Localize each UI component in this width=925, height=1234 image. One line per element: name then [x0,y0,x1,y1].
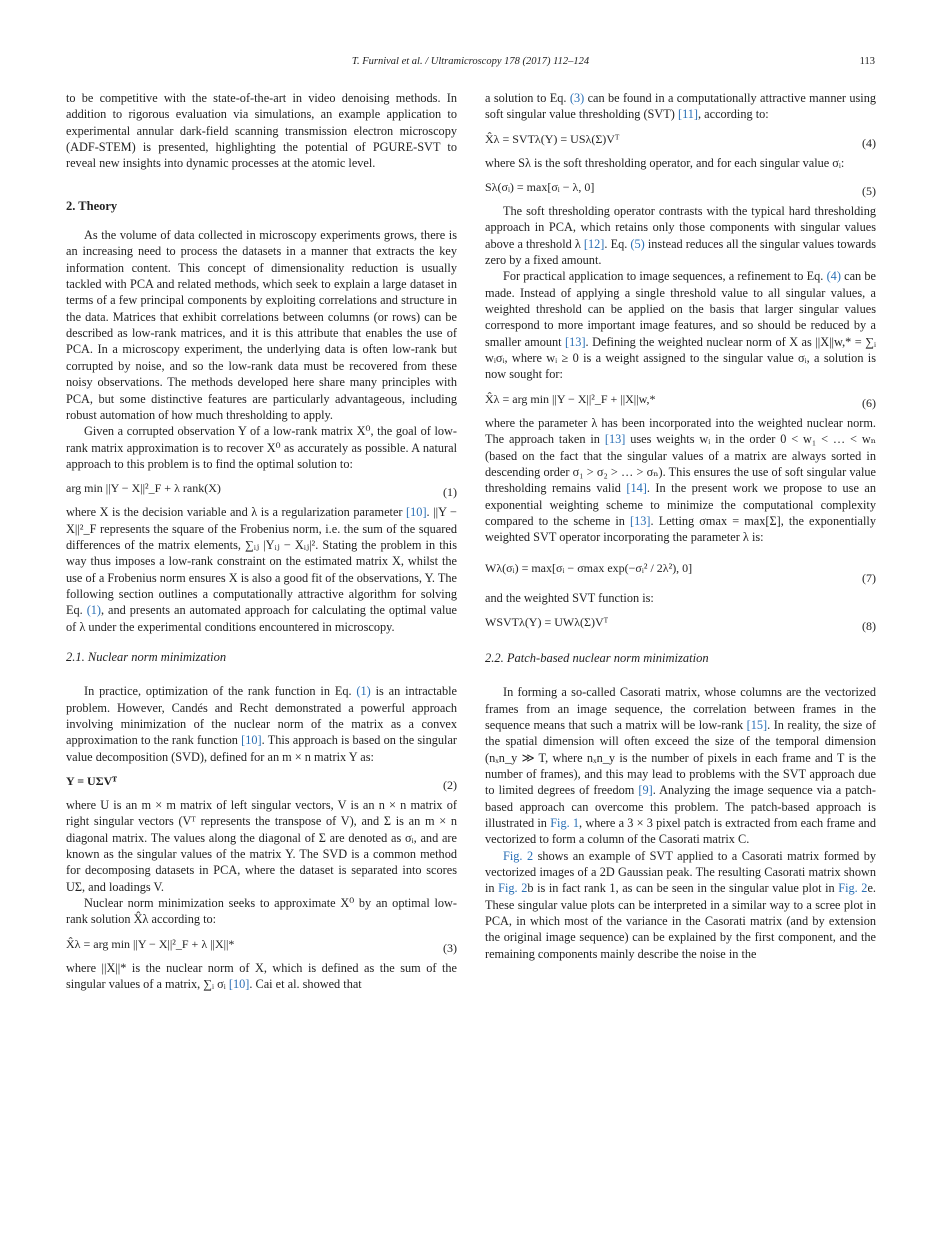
citation-link[interactable]: [11] [677,107,698,122]
nuclear-paragraph-2: where U is an m × m matrix of left singular vectors, V is an n × n matrix of right singular vectors (Vᵀ represents the transpose of V), and Σ is an m × n diagonal matrix. The values along the diagonal of Σ are denoted as σᵢ, and are known as the singular values of the matrix Y. The SVD is a common method for decomposing datasets in PCA, where the dataset is separated into scores UΣ, and loadings V. [66,798,457,894]
equation-3 [66,932,457,956]
equation-link[interactable]: (5) [630,236,645,251]
page-header [66,56,875,72]
equation-5-body: Sλ(σᵢ) = max[σᵢ − λ, 0] [485,180,595,195]
text-run: where X is the decision variable and λ is a regularization parameter [66,505,403,520]
equation-2-body: Y = UΣVᵀ [66,774,117,789]
text-run: uses weights wᵢ in the order 0 < w₁ < … < wₙ (based on the fact that the singular values of a matrix are always sorted in descending order σ₁ > σ₂ > … > σₙ). This ensures the use of soft singular value thresholding remains valid [485,432,877,496]
text-run: where ||X||* is the nuclear norm of X, which is defined as the sum of the singular values of a matrix, ∑ᵢ σᵢ [66,960,457,992]
equation-link[interactable]: (1) [356,684,371,699]
text-run: The soft thresholding operator contrasts with the typical hard thresholding approach in PCA, which retains only those components with singular values above a threshold λ [485,204,876,251]
equation-8 [485,610,876,634]
nuclear-paragraph-1 [66,683,457,765]
equation-5 [485,175,876,199]
theory-paragraph-2: Given a corrupted observation Y of a low-rank matrix X⁰, the goal of low-rank matrix approximation is to recover X⁰ as accurately as possible. A natural approach to this problem is to find the optimal solution to: [66,424,457,471]
text-run: . Defining the weighted nuclear norm of X as ||X||w,* = ∑ᵢ wᵢσᵢ, where wᵢ ≥ 0 is a weight assigned to the singular value σᵢ, a solution is now sought for: [485,334,876,382]
intro-paragraph-end: to be competitive with the state-of-the-art in video denoising methods. In addition to rigorous evaluation via simulations, an example application to experimental annular dark-field scanning transmission electron microscopy (ADF-STEM) is presented, highlighting the potential of PGURE-SVT to reveal new insights into dynamic processes at the atomic level. [66,91,457,171]
section-title-theory: 2. Theory [66,198,118,213]
citation-link[interactable]: [14] [626,481,647,496]
citation-link[interactable]: [9] [638,783,653,798]
figure-link[interactable]: Fig. 2 [838,881,868,896]
equation-6 [485,387,876,411]
text-run: For practical application to image sequences, a refinement to Eq. [503,269,824,284]
subsection-title-patch-based: 2.2. Patch-based nuclear norm minimization [485,650,709,665]
theory-paragraph-3 [66,504,457,635]
page-number: 113 [859,56,875,67]
text-run: where the parameter λ has been incorporated into the weighted nuclear norm. The approach taken in [485,415,876,447]
text-run: a solution to Eq. [485,91,567,105]
citation-link[interactable]: [13] [565,334,586,349]
citation-link[interactable]: [15] [746,717,768,732]
text-run: , according to: [698,107,769,122]
subsection-title-nuclear-norm: 2.1. Nuclear norm minimization [66,649,227,664]
left-column [66,90,457,992]
nuclear-paragraph-3: Nuclear norm minimization seeks to approximate X⁰ by an optimal low-rank solution X̂λ according to: [66,896,457,927]
text-run: can be found in a computationally attractive manner using soft singular value thresholding (SVT) [485,91,877,122]
equation-link[interactable]: (4) [826,269,841,284]
equation-6-number: (6) [862,395,876,410]
citation-link[interactable]: [10] [228,977,250,992]
text-run: . Analyzing the image sequence via a patch-based approach can overcome this problem. The patch-based approach is illustrated in [485,783,876,830]
running-title: T. Furnival et al. / Ultramicroscopy 178 (2017) 112–124 [351,56,590,67]
citation-link[interactable]: [13] [604,432,626,447]
text-run: . This approach is based on the singular value decomposition (SVD), defined for an m × n matrix Y as: [66,733,457,764]
equation-link[interactable]: (3) [569,91,585,105]
text-run: is an intractable problem. However, Candés and Recht demonstrated a powerful approach involving minimization of the nuclear norm of the matrix as a convex approximation to the rank function [66,684,458,748]
svt-paragraph-2: where Sλ is the soft thresholding operator, and for each singular value σᵢ: [485,155,845,170]
text-run: . Eq. [604,236,628,251]
equation-4-number: (4) [862,135,876,150]
equation-4-body: X̂λ = SVTλ(Y) = USλ(Σ)Vᵀ [485,131,620,146]
text-run: , and presents an automated approach for calculating the optimal value of λ under the experimental conditions encountered in microscopy. [66,603,457,634]
svt-paragraph-1 [485,90,876,123]
svt-paragraph-3 [485,203,876,268]
text-run: . Cai et al. showed that [249,977,362,992]
text-run: can be made. Instead of applying a single threshold value to all singular values, a weighted threshold can be applied on the basis that larger singular values correspond to more important image features, and so should be reduced by a smaller amount [485,269,876,349]
text-run: b is in fact rank 1, as can be seen in the singular value plot in [527,881,835,896]
equation-1-body: arg min ||Y − X||²_F + λ rank(X) [66,481,221,496]
equation-1 [66,476,457,500]
svt-paragraph-6: and the weighted SVT function is: [485,590,654,605]
equation-link[interactable]: (1) [86,603,102,618]
equation-2-number: (2) [443,778,457,793]
citation-link[interactable]: [13] [630,513,651,528]
text-run: In practice, optimization of the rank function in Eq. [84,684,352,699]
svt-paragraph-4 [485,268,876,382]
equation-8-number: (8) [862,618,876,633]
right-column [485,90,876,962]
equation-3-body: X̂λ = arg min ||Y − X||²_F + λ ||X||* [66,936,235,951]
figure-link[interactable]: Fig. 1 [550,816,580,830]
text-run: instead reduces all the singular values towards zero by a fixed amount. [485,236,877,268]
equation-2 [66,769,457,793]
equation-1-number: (1) [443,485,457,500]
equation-4 [485,127,876,151]
figure-link[interactable]: Fig. 2 [498,881,528,896]
citation-link[interactable]: [10] [406,505,427,520]
text-run: shows an example of SVT applied to a Casorati matrix formed by vectorized images of a 2D Gaussian peak. The resulting Casorati matrix shown in [485,848,876,896]
svt-paragraph-5 [485,415,876,546]
text-run: . In the present work we propose to use an exponential weighting scheme to minimize the computational complexity compared to the scheme in [485,481,876,528]
citation-link[interactable]: [12] [583,236,605,251]
equation-3-number: (3) [443,940,457,955]
text-run: . In reality, the size of the spatial dimension will often exceed the size of the temporal dimension (nₓn_y ≫ T, where nₓn_y is the number of pixels in each frame and T is the number of frames), and this may lead to problems with the SVT approach due to limited degrees of freedom [485,717,876,798]
equation-7 [485,550,876,586]
equation-7-number: (7) [862,570,876,585]
equation-6-body: X̂λ = arg min ||Y − X||²_F + ||X||w,* [485,391,656,406]
equation-7-body: Wλ(σᵢ) = max[σᵢ − σmax exp(−σᵢ² / 2λ²), 0] [485,560,693,575]
patch-paragraph-2 [485,848,876,962]
text-run: , where a 3 × 3 pixel patch is extracted from each frame and vectorized to form a column of the Casorati matrix C. [485,816,876,847]
equation-8-body: WSVTλ(Y) = UWλ(Σ)Vᵀ [485,614,609,629]
citation-link[interactable]: [10] [241,733,262,748]
figure-link[interactable]: Fig. 2 [503,848,534,863]
text-run: . ||Y − X||²_F represents the square of the Frobenius norm, i.e. the sum of the squared differences of the matrix elements, ∑ᵢⱼ |Yᵢⱼ − Xᵢⱼ|². Stating the problem in this way thus imposes a low-rank constraint on the estimated matrix X, whilst the use of a Frobenius norm ensures X is also a good fit of the observations, Y. The following section outlines a computationally attractive algorithm for solving Eq. [66,505,457,618]
nuclear-paragraph-4 [66,960,457,993]
equation-5-number: (5) [862,184,876,199]
patch-paragraph-1 [485,684,876,847]
text-run: . Letting σmax = max[Σ], the exponentially weighted SVT operator incorporating the parameter λ is: [485,513,876,545]
theory-paragraph-1: As the volume of data collected in microscopy experiments grows, there is an increasing need to process the datasets in a manner that extracts the key information content. This concept of dimensionality reduction is usually tackled with PCA and related methods, which seek to explain a large dataset in terms of a few principal components by exploiting correlations and structure in the data. Matrices that exhibit correlations between columns (or rows) can be described as low-rank matrices, and it is this attribute that enables the use of PCA. In a microscopy experiment, the underlying data is often low-rank but corrupted by noise, and so the low-rank data must be recovered from these noisy observations. The methods developed here share many principles with PCA, but some distinctive features are particularly advantageous, including robust automation of how much thresholding to apply. [66,228,457,422]
text-run: In forming a so-called Casorati matrix, whose columns are the vectorized frames from an image sequence, the correlation between frames in the sequence means that such a matrix will be low-rank [485,685,876,732]
text-run: e. These singular value plots can be interpreted in a similar way to a scree plot in PCA, in which most of the variance in the Casorati matrix (and by extension the original image sequence) can be explained by the first component, and the remaining components mainly describe the noise in the [485,881,876,961]
